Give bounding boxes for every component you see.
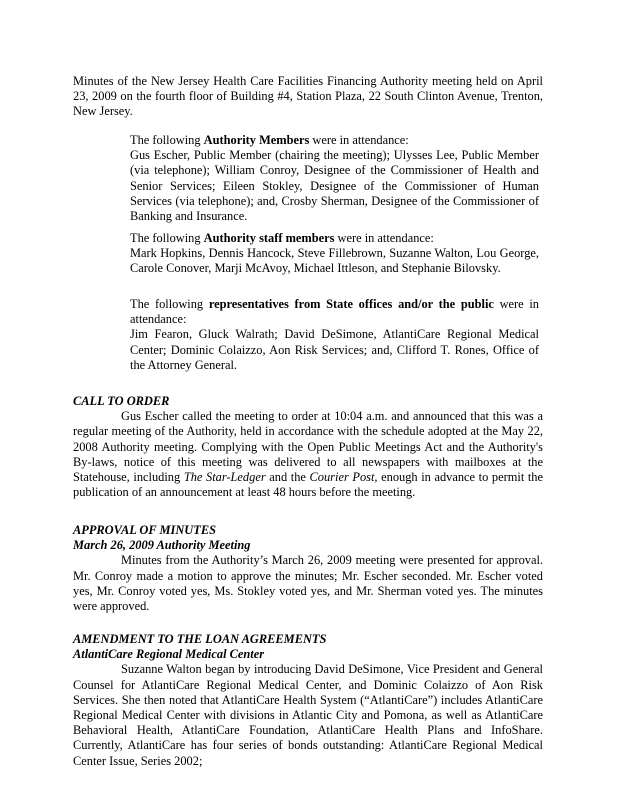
call-to-order-heading: CALL TO ORDER	[73, 394, 170, 408]
staff-lead-post: were in attendance:	[334, 231, 434, 245]
approval-subheading: March 26, 2009 Authority Meeting	[73, 538, 251, 553]
members-lead-post: were in attendance:	[309, 133, 409, 147]
public-lead-bold: representatives from State offices and/or the public	[208, 297, 494, 311]
amendment-subheading: AtlantiCare Regional Medical Center	[73, 647, 265, 662]
newspaper-star-ledger: The Star-Ledger	[183, 470, 266, 485]
call-to-order-text-2: and the	[265, 470, 310, 485]
members-lead-pre: The following	[130, 133, 204, 147]
staff-lead	[130, 231, 539, 246]
call-to-order-text-3: enough in advance to permit the publication of an announcement at least 48 hours before the meeting.	[73, 470, 544, 500]
approval-of-minutes-section	[73, 523, 543, 614]
staff-lead-bold: Authority staff members	[203, 231, 335, 245]
call-to-order-paragraph	[73, 409, 543, 500]
public-names: Jim Fearon, Gluck Walrath; David DeSimone, AtlantiCare Regional Medical Center; Dominic Colaizzo, Aon Risk Services; and, Clifford T. Rones, Office of the Attorney General.	[130, 327, 539, 372]
members-names: Gus Escher, Public Member (chairing the meeting); Ulysses Lee, Public Member (via telephone); William Conroy, Designee of the Commissioner of Health and Senior Services; Eileen Stokley, Designee of the Commissioner of Human Services (via telephone); and, Crosby Sherman, Designee of the Commissioner of Banking and Insurance.	[130, 148, 539, 224]
amendment-section	[73, 632, 543, 769]
staff-lead-pre: The following	[130, 231, 204, 245]
members-lead-bold: Authority Members	[203, 133, 310, 147]
public-attendance	[130, 297, 539, 373]
approval-paragraph: Minutes from the Authority’s March 26, 2009 meeting were presented for approval. Mr. Conroy made a motion to approve the minutes; Mr. Escher seconded. Mr. Escher voted yes, Mr. Conroy voted yes, Ms. Stokley voted yes, and Mr. Sherman voted yes. The minutes were approved.	[73, 553, 543, 614]
newspaper-courier-post: Courier Post,	[309, 470, 378, 485]
approval-heading: APPROVAL OF MINUTES	[73, 523, 216, 537]
public-lead	[130, 297, 539, 327]
members-attendance	[130, 133, 539, 224]
call-to-order-text-1: Gus Escher called the meeting to order at 10:04 a.m. and announced that this was a regular meeting of the Authority, held in accordance with the schedule adopted at the May 22, 2008 Authority meeting. Complying with the Open Public Meetings Act and the Authority's By-laws, notice of this meeting was delivered to all newspapers with mailboxes at the Statehouse, including	[73, 409, 543, 485]
amendment-heading: AMENDMENT TO THE LOAN AGREEMENTS	[73, 632, 327, 646]
members-lead	[130, 133, 539, 148]
public-lead-pre: The following	[130, 297, 209, 311]
call-to-order-section	[73, 394, 543, 500]
public-lead-post: were in attendance:	[130, 297, 539, 327]
amendment-paragraph: Suzanne Walton began by introducing David DeSimone, Vice President and General Counsel for AtlantiCare Regional Medical Center, and Dominic Colaizzo of Aon Risk Services. She then noted that AtlantiCare Health System (“AtlantiCare”) includes AtlantiCare Regional Medical Center with divisions in Atlantic City and Pomona, as well as AtlantiCare Behavioral Health, AtlantiCare Foundation, AtlantiCare Health Plans and InfoShare. Currently, AtlantiCare has four series of bonds outstanding: AtlantiCare Regional Medical Center Issue, Series 2002;	[73, 662, 543, 768]
staff-attendance	[130, 231, 539, 277]
staff-names: Mark Hopkins, Dennis Hancock, Steve Fillebrown, Suzanne Walton, Lou George, Carole Conover, Marji McAvoy, Michael Ittleson, and Stephanie Bilovsky.	[130, 246, 539, 276]
intro-paragraph: Minutes of the New Jersey Health Care Facilities Financing Authority meeting held on April 23, 2009 on the fourth floor of Building #4, Station Plaza, 22 South Clinton Avenue, Trenton, New Jersey.	[73, 74, 543, 119]
